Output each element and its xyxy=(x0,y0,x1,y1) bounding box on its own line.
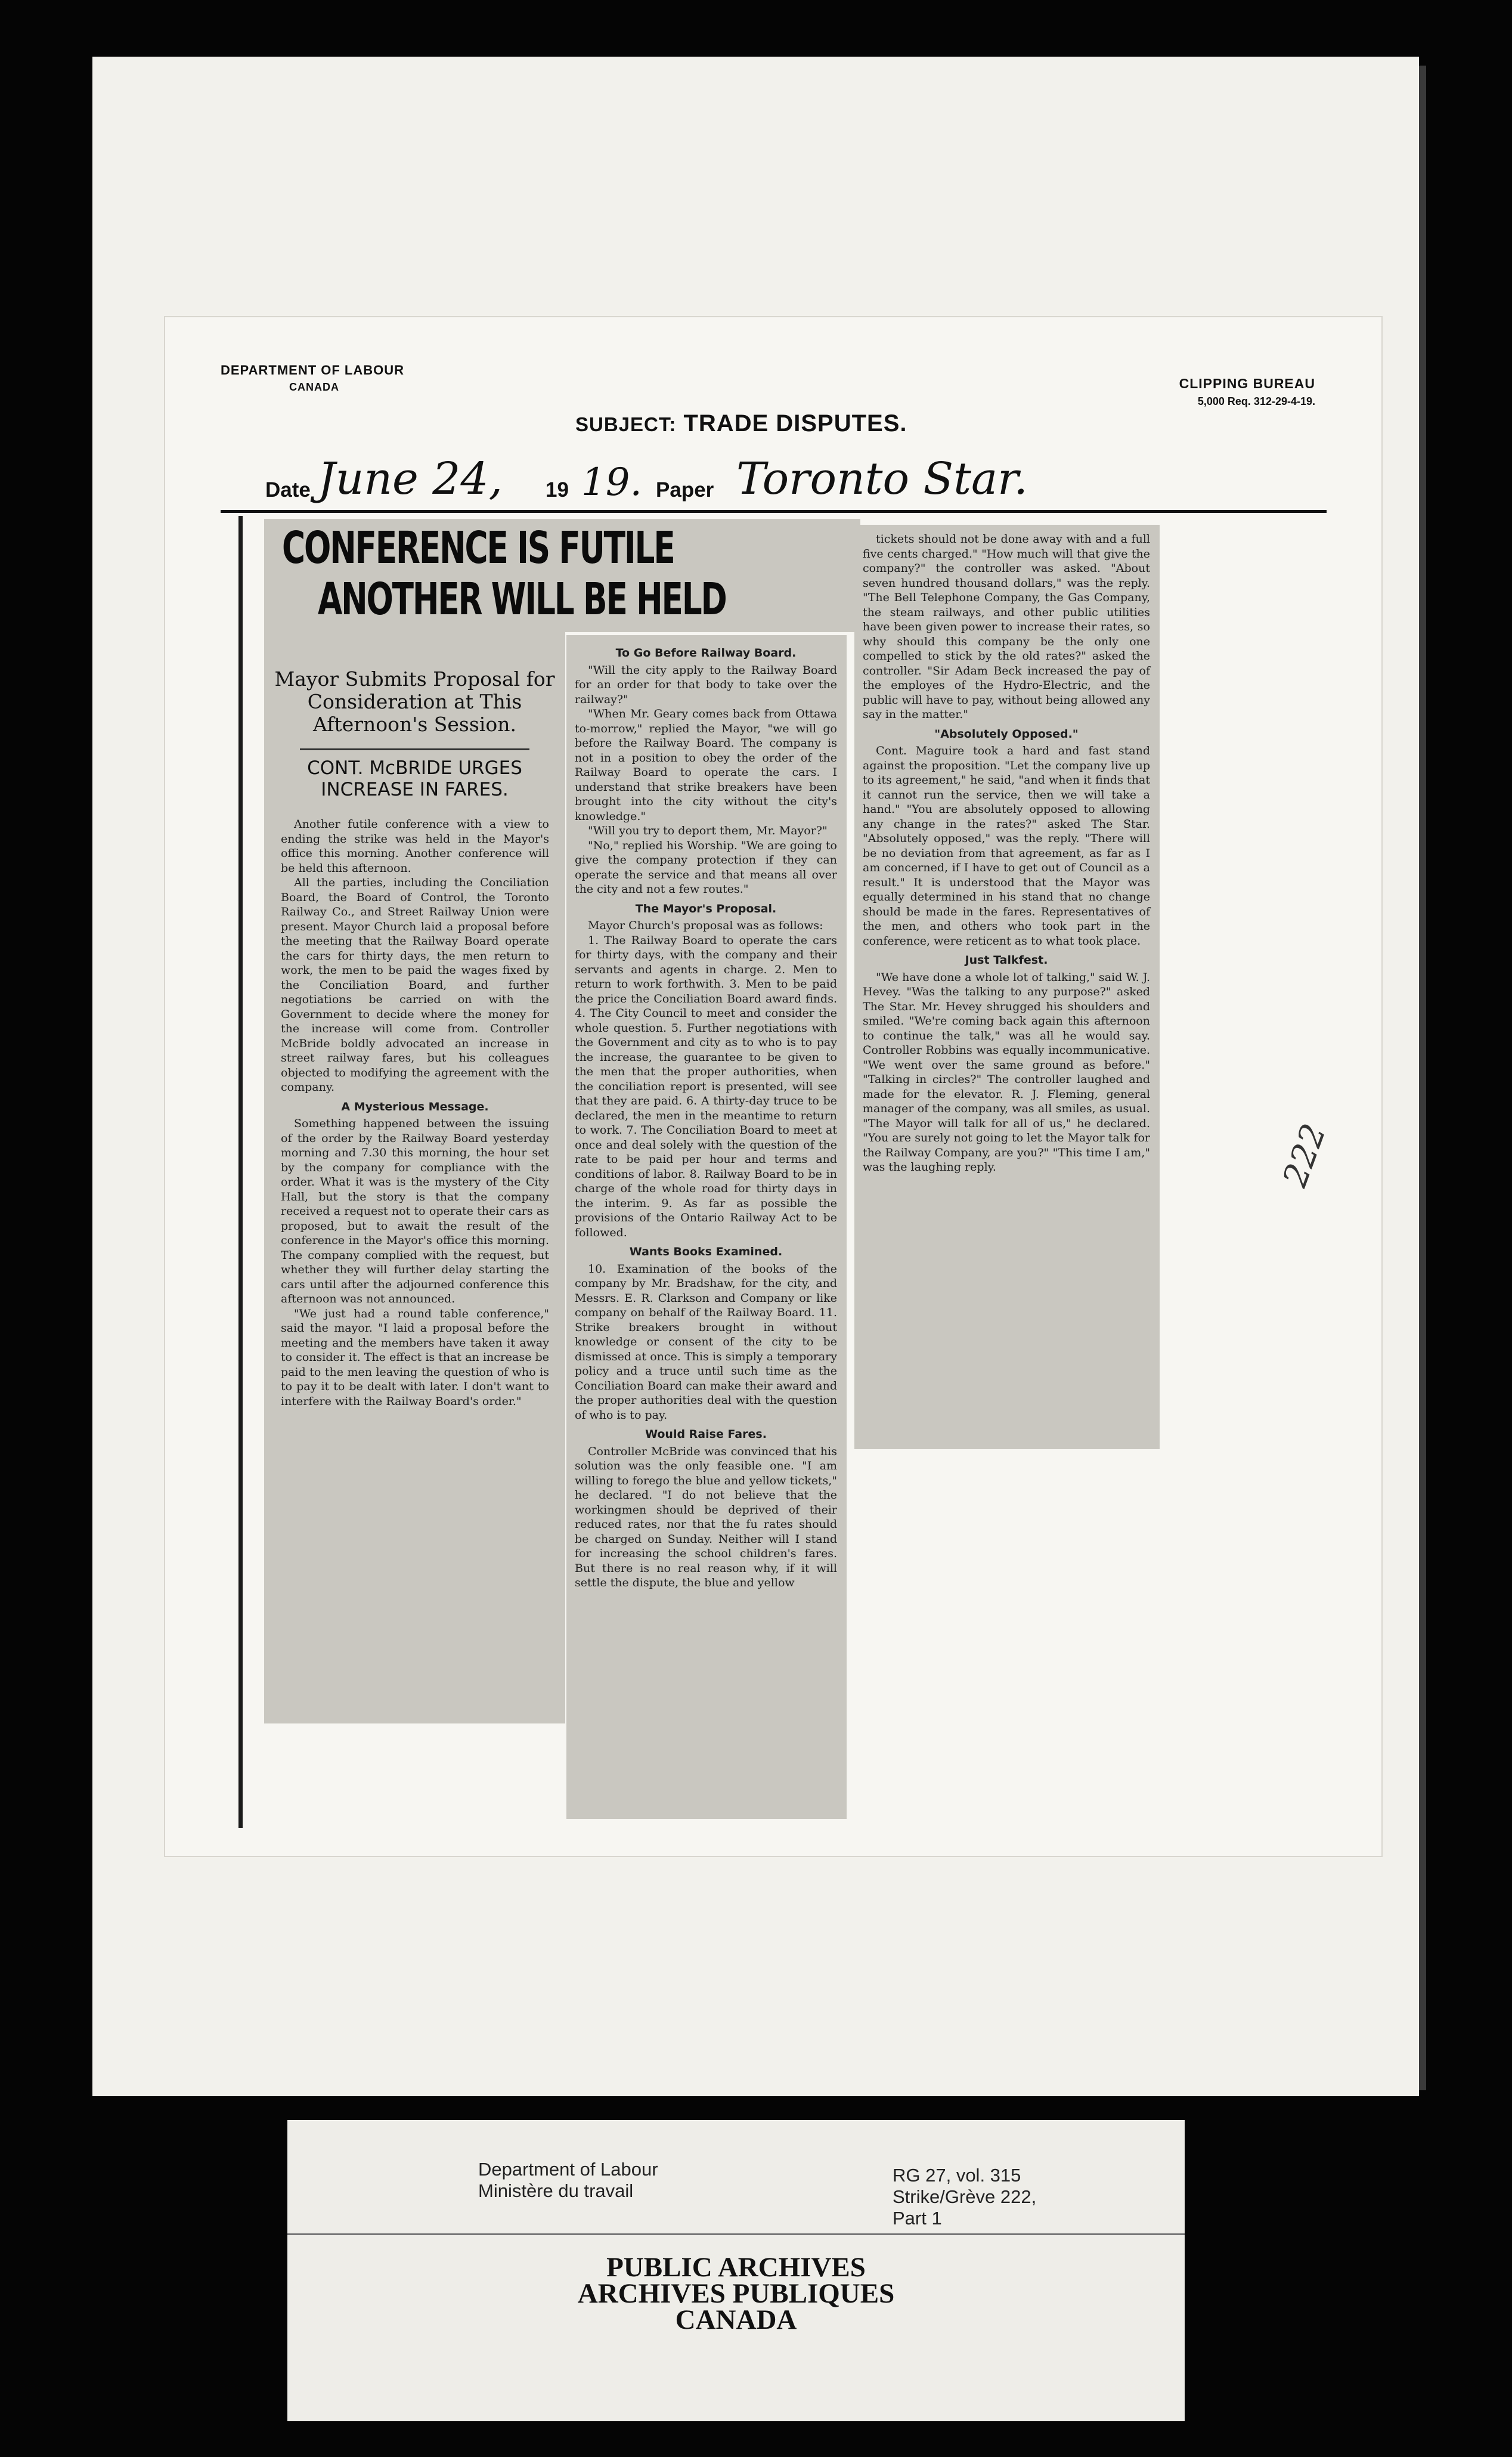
clipping-column-1 xyxy=(264,519,565,1723)
subheading: A Mysterious Message. xyxy=(341,1100,489,1113)
subject-line xyxy=(575,410,907,437)
headline-line-1: CONFERENCE IS FUTILE xyxy=(282,522,674,574)
deck-divider xyxy=(300,748,529,750)
article-headline xyxy=(264,519,860,632)
paragraph: Mayor Church's proposal was as follows: xyxy=(588,919,823,932)
bureau-heading xyxy=(1179,376,1315,408)
archive-department xyxy=(478,2159,658,2202)
department-heading xyxy=(221,362,404,395)
archive-title xyxy=(287,2254,1185,2333)
paper-handwritten: Toronto Star. xyxy=(736,453,1028,505)
article-deck-1: Mayor Submits Proposal for Consideration at This Afternoon's Session. xyxy=(274,667,555,736)
paragraph: tickets should not be done away with and a full five cents charged." "How much will that give the company?" the controller was asked. "About seven hundred thousand dollars," was the reply. "The Bell Telephone Company, the Gas Company, the steam railways, and other public utilities have been given power to increase their rates, so why should this company be the only one compelled to stick by the old rates?" asked the controller. "Sir Adam Beck increased the pay of the employes of the Hydro-Electric, and the public will have to pay, without being allowed any say in the matter." xyxy=(863,533,1150,721)
archive-divider xyxy=(287,2233,1185,2235)
archive-title-2: ARCHIVES PUBLIQUES xyxy=(577,2278,895,2309)
date-label: Date xyxy=(265,478,311,502)
paragraph: Cont. Maguire took a hard and fast stand against the proposition. "Let the company live up to its agreement," he said, "and when it finds that it cannot run the service, then we will take a hand." "You are absolutely opposed to allowing any change in the rates?" asked The Star. "Absolutely opposed," was the reply. "There will be no deviation from that agreement, as far as I am concerned, if I have to get out of Council as a result." It is understood that the Mayor was equally determined in his stand that no change should be made in the fares. Representatives of the men, and others who took part in the conference, were reticent as to what took place. xyxy=(863,744,1150,948)
subject-label: SUBJECT: xyxy=(575,413,677,435)
year-prefix: 19 xyxy=(546,478,569,502)
date-paper-line xyxy=(265,453,1315,513)
paragraph: Controller McBride was convinced that his solution was the only feasible one. "I am willing to forego the blue and yellow tickets," he declared. "I do not believe that the workingmen should be deprived of their reduced rates, nor that the fu rates should be charged on Sunday. Neither will I stand for increasing the school children's fares. But there is no real reason why, if it will settle the dispute, the blue and yellow xyxy=(575,1444,837,1589)
archive-ref-2: Strike/Grève 222, xyxy=(893,2186,1037,2207)
paragraph: All the parties, including the Conciliation Board, the Board of Control, the Toronto Railway Co., and Street Railway Union were present. Mayor Church laid a proposal before the meeting that the Railway Board operate the cars for thirty days, the men return to work, the men to be paid the wages fixed by the Conciliation Board, and further negotiations be carried on with the Government to decide where the money for the increase will come from. Controller McBride boldly advocated an increase in street railway fares, but his colleagues objected to modifying the agreement with the company. xyxy=(281,876,549,1094)
department-country: CANADA xyxy=(289,381,339,393)
archive-dept-en: Department of Labour xyxy=(478,2159,658,2180)
clipping-column-3 xyxy=(854,525,1160,1449)
paragraph: 1. The Railway Board to operate the cars for thirty days, with the company and their servants and agents in charge. 2. Men to return to work forthwith. 3. Men to be paid the price the Conciliation Board award finds. 4. The City Council to meet and consider the whole question. 5. Further negotiations with the Government and city as to who is to pay the increase, the guarantee to be given to the men that the proper authorities, when the conciliation report is presented, will see that they are paid. 6. A thirty-day truce to be declared, the men in the meantime to return to work. 7. The Conciliation Board to meet at once and deal solely with the question of the rate to be paid per hour and terms and conditions of labor. 8. Railway Board to be in charge of the whole road for thirty days in the interim. 9. As far as possible the provisions of the Ontario Railway Act to be followed. xyxy=(575,933,837,1239)
subheading: Wants Books Examined. xyxy=(629,1245,783,1258)
department-name: DEPARTMENT OF LABOUR xyxy=(221,363,405,377)
paragraph: "Will the city apply to the Railway Board for an order for that body to take over the railway?" xyxy=(575,663,837,706)
subheading: The Mayor's Proposal. xyxy=(635,902,777,915)
article-deck-2: CONT. McBRIDE URGES INCREASE IN FARES. xyxy=(307,757,522,800)
paragraph: "When Mr. Geary comes back from Ottawa to-morrow," replied the Mayor, "we will go before the Railway Board. The company is not in a position to obey the order of the Railway Board to operate the cars. I understand that strike breakers have been brought into the city without the city's knowledge." xyxy=(575,707,837,823)
archive-dept-fr: Ministère du travail xyxy=(478,2180,634,2201)
subheading: Would Raise Fares. xyxy=(645,1428,767,1441)
column-3-text xyxy=(863,532,1150,1175)
form-number: 5,000 Req. 312-29-4-19. xyxy=(1197,395,1315,407)
paper-label: Paper xyxy=(656,478,714,502)
bureau-name: CLIPPING BUREAU xyxy=(1179,376,1315,391)
margin-handwritten-number: 222 xyxy=(1275,1119,1334,1192)
date-handwritten: June 24, xyxy=(318,453,503,505)
archive-ref-1: RG 27, vol. 315 xyxy=(893,2165,1021,2186)
column-2-text xyxy=(575,641,837,1590)
subheading: "Absolutely Opposed." xyxy=(934,727,1079,741)
dateline-rule xyxy=(221,510,1327,513)
archive-title-1: PUBLIC ARCHIVES xyxy=(606,2252,866,2283)
headline-line-2: ANOTHER WILL BE HELD xyxy=(318,574,726,625)
archive-title-3: CANADA xyxy=(675,2304,797,2335)
archive-ref-3: Part 1 xyxy=(893,2208,942,2229)
form-left-rule xyxy=(238,516,243,1828)
column-1-text xyxy=(281,817,549,1409)
sheet-edge-shadow xyxy=(1419,66,1426,2090)
subject-value: TRADE DISPUTES. xyxy=(683,410,907,437)
subheading: To Go Before Railway Board. xyxy=(615,646,797,660)
paragraph: "Will you try to deport them, Mr. Mayor?" xyxy=(588,824,828,837)
archive-reference xyxy=(893,2165,1036,2229)
paragraph: "We just had a round table conference," said the mayor. "I laid a proposal before the meeting and the members have taken it away to consider it. The effect is that an increase be paid to the men leaving the question of who is to pay it to be dealt with later. I don't want to interfere with the Railway Board's order." xyxy=(281,1307,549,1408)
clipping-column-2 xyxy=(566,635,847,1819)
paragraph: "We have done a whole lot of talking," said W. J. Hevey. "Was the talking to any purpose?" asked The Star. Mr. Hevey shrugged his shoulders and smiled. "We're coming back again this afternoon to continue the talk," was all he would say. Controller Robbins was equally incommunicative. "We went over the same ground as before." "Talking in circles?" The controller laughed and made for the elevator. R. J. Fleming, general manager of the company, was all smiles, as usual. "The Mayor will talk for all of us," he declared. "You are surely not going to let the Mayor talk for the Railway Company, are you?" "This time I am," was the laughing reply. xyxy=(863,970,1150,1174)
paragraph: "No," replied his Worship. "We are going to give the company protection if they can operate the service and that means all over the city and not a few routes." xyxy=(575,838,837,896)
subheading: Just Talkfest. xyxy=(965,954,1048,967)
year-handwritten: 19. xyxy=(581,460,642,505)
paragraph: Something happened between the issuing of the order by the Railway Board yesterday morning and 7.30 this morning, the hour set by the company for compliance with the order. What it was is the mystery of the City Hall, but the story is that the company received a request not to operate their cars as proposed, but to await the result of the conference in the Mayor's office this morning. The company complied with the request, but whether they will further delay starting the cars until after the adjourned conference this afternoon was not announced. xyxy=(281,1117,549,1305)
archive-label xyxy=(287,2120,1185,2421)
paragraph: 10. Examination of the books of the company by Mr. Bradshaw, for the city, and Messrs. E. R. Clarkson and Company or like company on behalf of the Railway Board. 11. Strike breakers brought in without knowledge or consent of the city to be dismissed at once. This is simply a temporary policy and a truce until such time as the Conciliation Board can make their award and the proper authorities deal with the question of who is to pay. xyxy=(575,1262,837,1422)
paragraph: Another futile conference with a view to ending the strike was held in the Mayor's office this morning. Another conference will be held this afternoon. xyxy=(281,818,549,875)
